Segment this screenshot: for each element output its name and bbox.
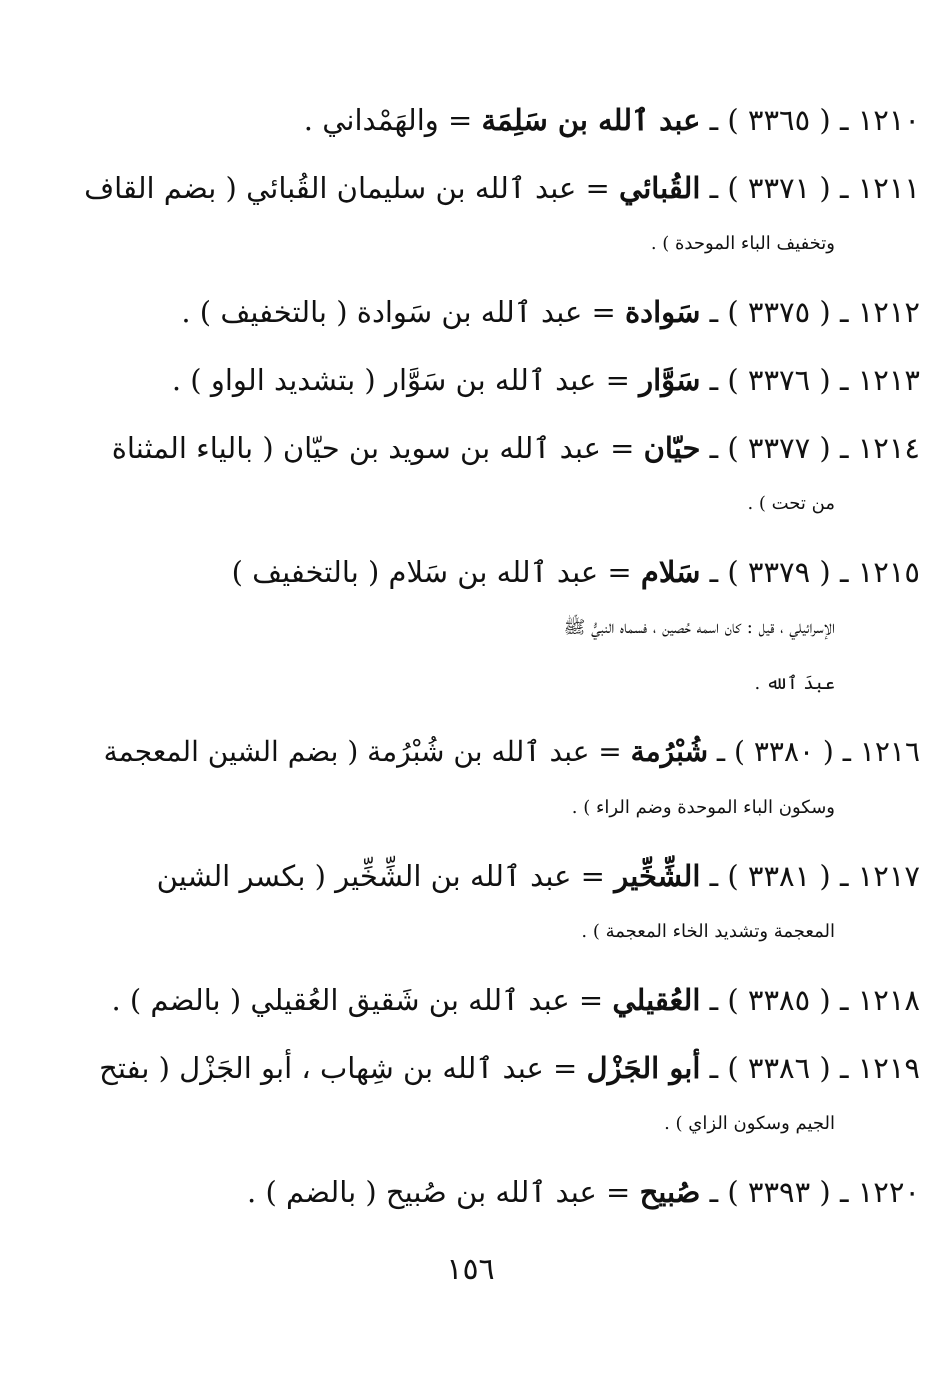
entry [80,1040,920,1152]
entry [80,848,920,960]
entry-name: عبد ٱلله بن سَلِمَة [481,103,701,137]
entry-continuation-line [80,216,835,272]
entry-continuation-line [80,904,835,960]
entry-first-line [80,92,920,148]
entry-continuation-line [80,1096,835,1152]
entry-text: = عبد ٱلله بن سَوَّار ( بتشديد الواو ) . [171,363,640,397]
entry-text: المعجمة وتشديد الخاء المعجمة ) . [581,921,835,942]
entry-number: ١٢١١ ـ ( ٣٣٧١ ) ـ [700,171,920,205]
entry-first-line [80,972,920,1028]
entry-first-line [80,848,920,904]
entry-continuation-line [80,780,835,836]
entry-name: أبو الجَزْل [586,1051,701,1085]
entry-name: سَوَّار [639,363,701,397]
entry-text: = عبد ٱلله بن صُبيح ( بالضم ) . [247,1175,640,1209]
entry-first-line [80,160,920,216]
entry-text: = عبد ٱلله بن سَوادة ( بالتخفيف ) . [181,295,625,329]
entry-text: = عبد ٱلله بن شَقيق العُقيلي ( بالضم ) . [111,983,613,1017]
entry-text: = عبد ٱلله بن سَلام ( بالتخفيف ) [231,555,641,589]
entry-continuation-line [80,656,835,712]
entry [80,972,920,1028]
entry-text: وسكون الباء الموحدة وضم الراء ) . [571,797,835,818]
entries-list [80,92,920,1232]
entry-name: حيّان [643,431,701,465]
entry [80,160,920,272]
entry-text: عبدَ ٱلله . [754,673,835,694]
entry-name: العُقيلي [612,983,701,1017]
entry-text: = عبد ٱلله بن الشِّخِّير ( بكسر الشين [156,859,615,893]
entry-name: الشِّخِّير [614,859,701,893]
entry-text: = عبد ٱلله بن سويد بن حيّان ( بالياء المثناة [111,431,644,465]
entry-first-line [80,724,920,780]
entry [80,92,920,148]
entry [80,724,920,836]
entry-number: ١٢١٣ ـ ( ٣٣٧٦ ) ـ [700,363,920,397]
entry [80,1164,920,1220]
entry-name: القُبائي [619,171,701,205]
entry-number: ١٢١٢ ـ ( ٣٣٧٥ ) ـ [700,295,920,329]
entry-text: وتخفيف الباء الموحدة ) . [650,233,835,254]
entry-continuation-line [80,476,835,532]
entry-name: شُبْرُمة [630,735,709,768]
entry-number: ١٢١٦ ـ ( ٣٣٨٠ ) ـ [708,735,920,768]
entry-text: = عبد ٱلله بن شُبْرُمة ( بضم الشين المعجمة [103,735,631,768]
entry-text: من تحت ) . [747,493,835,514]
entry-text: = والهَمْداني . [303,103,482,137]
entry-first-line [80,284,920,340]
entry-number: ١٢١٠ ـ ( ٣٣٦٥ ) ـ [700,103,920,137]
entry [80,284,920,340]
entry [80,420,920,532]
entry-number: ١٢١٤ ـ ( ٣٣٧٧ ) ـ [700,431,920,465]
entry-text: الإسرائيلي ، قيل : كان اسمه حُصين ، فسماه النبيُّ ﷺ [563,617,835,638]
entry-text: الجيم وسكون الزاي ) . [664,1113,835,1134]
entry-text: = عبد ٱلله بن سليمان القُبائي ( بضم القاف [84,171,620,205]
entry [80,544,920,712]
entry-name: سَلام [640,555,701,589]
entry-first-line [80,352,920,408]
entry-number: ١٢١٥ ـ ( ٣٣٧٩ ) ـ [700,555,920,589]
entry-first-line [80,544,920,600]
entry-continuation-line [80,600,835,656]
entry-number: ١٢٢٠ ـ ( ٣٣٩٣ ) ـ [700,1175,920,1209]
entry [80,352,920,408]
entry-name: صُبيح [639,1175,701,1209]
entry-number: ١٢١٩ ـ ( ٣٣٨٦ ) ـ [700,1051,920,1085]
entry-first-line [80,420,920,476]
entry-name: سَوادة [624,295,701,329]
page-number: ١٥٦ [446,1252,495,1287]
entry-number: ١٢١٨ ـ ( ٣٣٨٥ ) ـ [700,983,920,1017]
entry-text: = عبد ٱلله بن شِهاب ، أبو الجَزْل ( بفتح [99,1051,587,1085]
entry-number: ١٢١٧ ـ ( ٣٣٨١ ) ـ [700,859,920,893]
entry-first-line [80,1164,920,1220]
entry-first-line [80,1040,920,1096]
